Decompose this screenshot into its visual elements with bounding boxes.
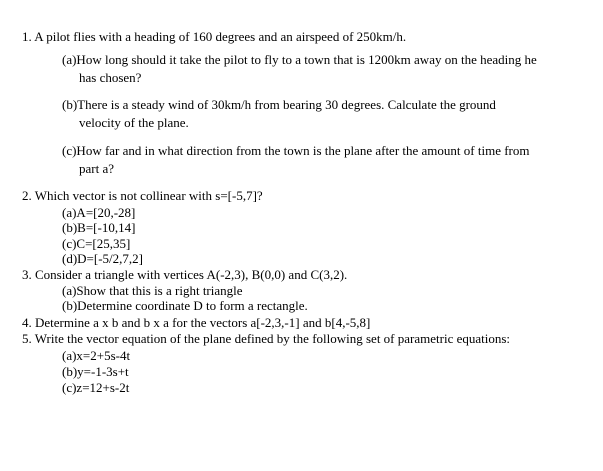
question-2-stem: 2. Which vector is not collinear with s=[-5,7]? [22, 188, 263, 203]
question-3-stem: 3. Consider a triangle with vertices A(-2,3), B(0,0) and C(3,2). [22, 267, 348, 282]
question-1a-line-2: has chosen? [79, 70, 142, 85]
question-5-equation-b: (b)y=-1-3s+t [62, 364, 129, 379]
question-1b-line-2: velocity of the plane. [79, 115, 189, 130]
question-3-part-a: (a)Show that this is a right triangle [62, 283, 243, 298]
question-3-part-b: (b)Determine coordinate D to form a rectangle. [62, 298, 308, 313]
question-1c-line-2: part a? [79, 161, 115, 176]
question-1b-line-1: (b)There is a steady wind of 30km/h from bearing 30 degrees. Calculate the ground [62, 97, 496, 112]
question-1c-line-1: (c)How far and in what direction from the town is the plane after the amount of time from [62, 143, 530, 158]
question-1a-line-1: (a)How long should it take the pilot to fly to a town that is 1200km away on the heading he [62, 52, 537, 67]
question-2-option-c: (c)C=[25,35] [62, 236, 131, 251]
question-4-stem: 4. Determine a x b and b x a for the vectors a[-2,3,-1] and b[4,-5,8] [22, 315, 371, 330]
question-1-stem: 1. A pilot flies with a heading of 160 degrees and an airspeed of 250km/h. [22, 29, 407, 44]
question-2-option-b: (b)B=[-10,14] [62, 220, 136, 235]
question-2-option-a: (a)A=[20,-28] [62, 205, 136, 220]
question-2-option-d: (d)D=[-5/2,7,2] [62, 251, 143, 266]
question-5-equation-a: (a)x=2+5s-4t [62, 348, 131, 363]
question-5-stem: 5. Write the vector equation of the plane defined by the following set of parametric equations: [22, 331, 511, 346]
question-5-equation-c: (c)z=12+s-2t [62, 380, 130, 395]
